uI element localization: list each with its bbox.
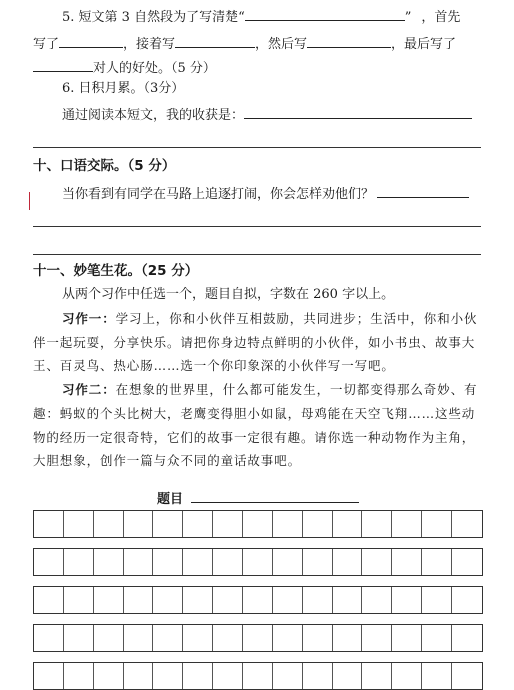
grid-cell[interactable] <box>64 587 94 613</box>
grid-cell[interactable] <box>94 511 124 537</box>
grid-cell[interactable] <box>64 549 94 575</box>
grid-row <box>33 510 483 538</box>
grid-cell[interactable] <box>422 511 452 537</box>
q5-line1 <box>62 6 460 27</box>
grid-cell[interactable] <box>94 549 124 575</box>
grid-cell[interactable] <box>273 549 303 575</box>
grid-cell[interactable] <box>34 587 64 613</box>
grid-cell[interactable] <box>303 625 333 651</box>
grid-cell[interactable] <box>303 663 333 689</box>
task1-line3: 王、百灵鸟、热心肠……选一个你印象深的小伙伴写一写吧。 <box>33 358 395 373</box>
grid-cell[interactable] <box>213 511 243 537</box>
grid-cell[interactable] <box>362 663 392 689</box>
task1-text1: 学习上，你和小伙伴互相鼓励，共同进步；生活中，你和小伙 <box>115 311 478 326</box>
q5-blank-3[interactable] <box>307 33 391 48</box>
grid-cell[interactable] <box>303 549 333 575</box>
task2-line2: 趣：蚂蚁的个头比树大，老鹰变得胆小如鼠，母鸡能在天空飞翔……这些动 <box>33 406 476 421</box>
grid-cell[interactable] <box>213 587 243 613</box>
q5-text-next: ，接着写 <box>123 37 176 52</box>
grid-cell[interactable] <box>333 663 363 689</box>
grid-cell[interactable] <box>94 625 124 651</box>
q5-text-wrote: 写了 <box>33 37 60 52</box>
grid-cell[interactable] <box>392 587 422 613</box>
q5-text: 5. 短文第 3 自然段为了写清楚 <box>62 10 239 25</box>
task2-text1: 在想象的世界里，什么都可能发生，一切都变得那么奇妙、有 <box>115 382 478 397</box>
grid-cell[interactable] <box>362 587 392 613</box>
grid-row <box>33 548 483 576</box>
section10-answer-line-1[interactable] <box>33 226 481 227</box>
grid-cell[interactable] <box>452 625 482 651</box>
essay-title-line <box>157 488 359 509</box>
grid-cell[interactable] <box>273 511 303 537</box>
grid-cell[interactable] <box>213 625 243 651</box>
q5-text-first: ，首先 <box>421 10 461 25</box>
grid-cell[interactable] <box>34 511 64 537</box>
grid-cell[interactable] <box>153 587 183 613</box>
grid-cell[interactable] <box>124 625 154 651</box>
q5-blank-topic[interactable] <box>245 6 405 21</box>
task2-label: 习作二： <box>62 382 116 397</box>
section10-title: 十、口语交际。（5 分） <box>33 158 176 174</box>
grid-cell[interactable] <box>153 511 183 537</box>
task2-line4: 大胆想象，创作一篇与众不同的童话故事吧。 <box>33 453 302 468</box>
q5-text-end: 对人的好处。（5 分） <box>93 61 216 76</box>
grid-cell[interactable] <box>124 587 154 613</box>
grid-cell[interactable] <box>64 511 94 537</box>
grid-cell[interactable] <box>362 511 392 537</box>
grid-cell[interactable] <box>333 511 363 537</box>
essay-title-label: 题目 <box>157 492 184 507</box>
grid-cell[interactable] <box>213 549 243 575</box>
grid-cell[interactable] <box>333 549 363 575</box>
grid-cell[interactable] <box>243 511 273 537</box>
task1-line2: 伴一起玩耍，分享快乐。请把你身边特点鲜明的小伙伴，如小书虫、故事大 <box>33 335 476 350</box>
q5-blank-1[interactable] <box>59 33 123 48</box>
grid-cell[interactable] <box>183 625 213 651</box>
grid-cell[interactable] <box>392 663 422 689</box>
grid-row <box>33 662 483 690</box>
section10-prompt: 当你看到有同学在马路上追逐打闹，你会怎样劝他们？ <box>62 187 375 202</box>
grid-cell[interactable] <box>422 587 452 613</box>
grid-cell[interactable] <box>124 549 154 575</box>
grid-cell[interactable] <box>34 549 64 575</box>
grid-cell[interactable] <box>243 625 273 651</box>
q5-line2 <box>33 33 456 54</box>
q6-answer-blank[interactable] <box>244 104 472 119</box>
essay-title-blank[interactable] <box>191 488 359 503</box>
grid-cell[interactable] <box>94 663 124 689</box>
grid-cell[interactable] <box>303 511 333 537</box>
q5-line3 <box>33 57 216 78</box>
grid-cell[interactable] <box>273 663 303 689</box>
grid-cell[interactable] <box>183 587 213 613</box>
q5-text-last: ，最后写了 <box>391 37 457 52</box>
grid-cell[interactable] <box>153 625 183 651</box>
grid-row <box>33 586 483 614</box>
grid-cell[interactable] <box>422 663 452 689</box>
grid-cell[interactable] <box>64 625 94 651</box>
task1-line1 <box>62 310 477 328</box>
grid-cell[interactable] <box>333 587 363 613</box>
grid-cell[interactable] <box>452 663 482 689</box>
section11-title: 十一、妙笔生花。（25 分） <box>33 263 199 279</box>
q5-blank-2[interactable] <box>175 33 255 48</box>
task2-line1 <box>62 381 477 399</box>
grid-cell[interactable] <box>452 549 482 575</box>
grid-cell[interactable] <box>303 587 333 613</box>
grid-cell[interactable] <box>243 587 273 613</box>
section10-answer-blank[interactable] <box>377 183 469 198</box>
grid-cell[interactable] <box>362 625 392 651</box>
grid-row <box>33 624 483 652</box>
q6-answer-line[interactable] <box>33 147 481 148</box>
q6-prompt: 通过阅读本短文，我的收获是： <box>62 108 245 123</box>
q6-line <box>62 104 472 125</box>
grid-cell[interactable] <box>273 625 303 651</box>
quote-open: “ <box>238 10 245 25</box>
q5-text-then: ，然后写 <box>255 37 308 52</box>
grid-cell[interactable] <box>243 663 273 689</box>
grid-cell[interactable] <box>422 549 452 575</box>
section10-answer-line-2[interactable] <box>33 254 481 255</box>
grid-cell[interactable] <box>392 549 422 575</box>
grid-cell[interactable] <box>94 587 124 613</box>
grid-cell[interactable] <box>124 511 154 537</box>
grid-cell[interactable] <box>422 625 452 651</box>
grid-cell[interactable] <box>392 625 422 651</box>
grid-cell[interactable] <box>392 511 422 537</box>
section11-intro: 从两个习作中任选一个，题目自拟，字数在 260 字以上。 <box>62 287 395 302</box>
quote-close: ” <box>404 10 412 25</box>
grid-cell[interactable] <box>213 663 243 689</box>
grid-cell[interactable] <box>153 549 183 575</box>
grid-cell[interactable] <box>124 663 154 689</box>
q5-blank-4[interactable] <box>33 57 93 72</box>
grid-cell[interactable] <box>183 663 213 689</box>
grid-cell[interactable] <box>183 549 213 575</box>
grid-cell[interactable] <box>243 549 273 575</box>
grid-cell[interactable] <box>183 511 213 537</box>
q6-title: 6. 日积月累。（3分） <box>62 81 185 96</box>
margin-mark <box>29 192 30 210</box>
grid-cell[interactable] <box>452 511 482 537</box>
grid-cell[interactable] <box>273 587 303 613</box>
task2-line3: 物的经历一定很奇特，它们的故事一定很有趣。请你选一种动物作为主角， <box>33 430 476 445</box>
grid-cell[interactable] <box>34 663 64 689</box>
grid-cell[interactable] <box>153 663 183 689</box>
grid-cell[interactable] <box>362 549 392 575</box>
task1-label: 习作一： <box>62 311 116 326</box>
grid-cell[interactable] <box>34 625 64 651</box>
grid-cell[interactable] <box>333 625 363 651</box>
grid-cell[interactable] <box>452 587 482 613</box>
grid-cell[interactable] <box>64 663 94 689</box>
section10-line <box>62 183 469 204</box>
